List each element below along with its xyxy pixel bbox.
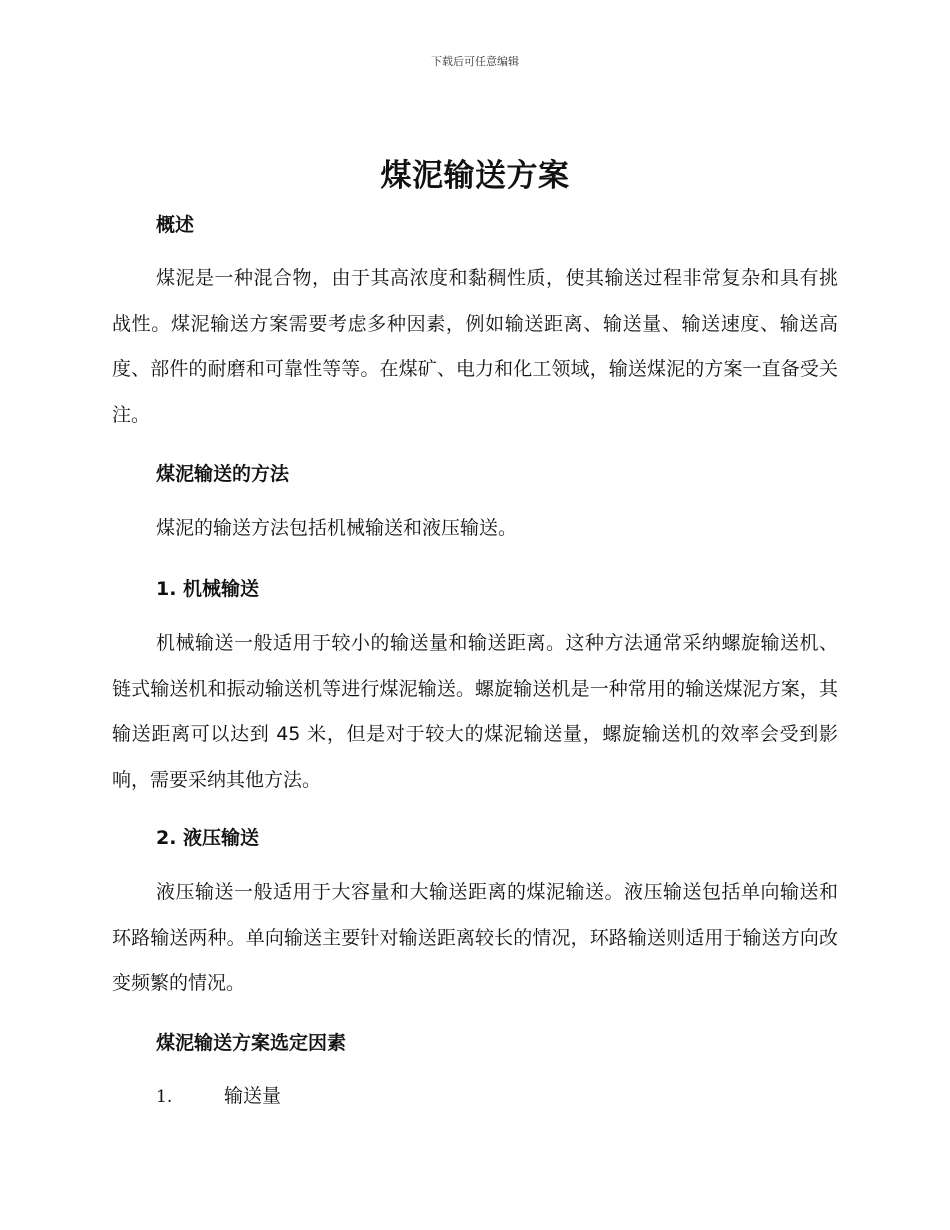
- list-item-number: 1.: [156, 1087, 173, 1107]
- methods-paragraph: 煤泥的输送方法包括机械输送和液压输送。: [156, 517, 518, 539]
- methods-heading: 煤泥输送的方法: [156, 463, 290, 485]
- overview-paragraph: 煤泥是一种混合物，由于其高浓度和黏稠性质，使其输送过程非常复杂和具有挑战性。煤泥输送方案需要考虑多种因素，例如输送距离、输送量、输送速度、输送高度、部件的耐磨和可靠性等等。在煤矿、电力和化工领域，输送煤泥的方案一直备受关注。: [112, 267, 838, 426]
- hydraulic-paragraph: 液压输送一般适用于大容量和大输送距离的煤泥输送。液压输送包括单向输送和环路输送两种。单向输送主要针对输送距离较长的情况，环路输送则适用于输送方向改变频繁的情况。: [112, 881, 838, 994]
- hydraulic-heading: 2. 液压输送: [156, 827, 260, 849]
- overview-heading: 概述: [156, 214, 195, 236]
- mechanical-paragraph: 机械输送一般适用于较小的输送量和输送距离。这种方法通常采纳螺旋输送机、链式输送机和振动输送机等进行煤泥输送。螺旋输送机是一种常用的输送煤泥方案，其输送距离可以达到 45 米，但是对于较大的煤泥输送量，螺旋输送机的效率会受到影响，需要采纳其他方法。: [112, 632, 838, 791]
- mechanical-heading: 1. 机械输送: [156, 578, 260, 600]
- document-title: 煤泥输送方案: [380, 158, 570, 194]
- list-item-label: 输送量: [224, 1085, 282, 1107]
- factors-heading: 煤泥输送方案选定因素: [156, 1032, 347, 1054]
- list-item: [156, 1081, 281, 1108]
- header-note: 下载后可任意编辑: [431, 55, 519, 68]
